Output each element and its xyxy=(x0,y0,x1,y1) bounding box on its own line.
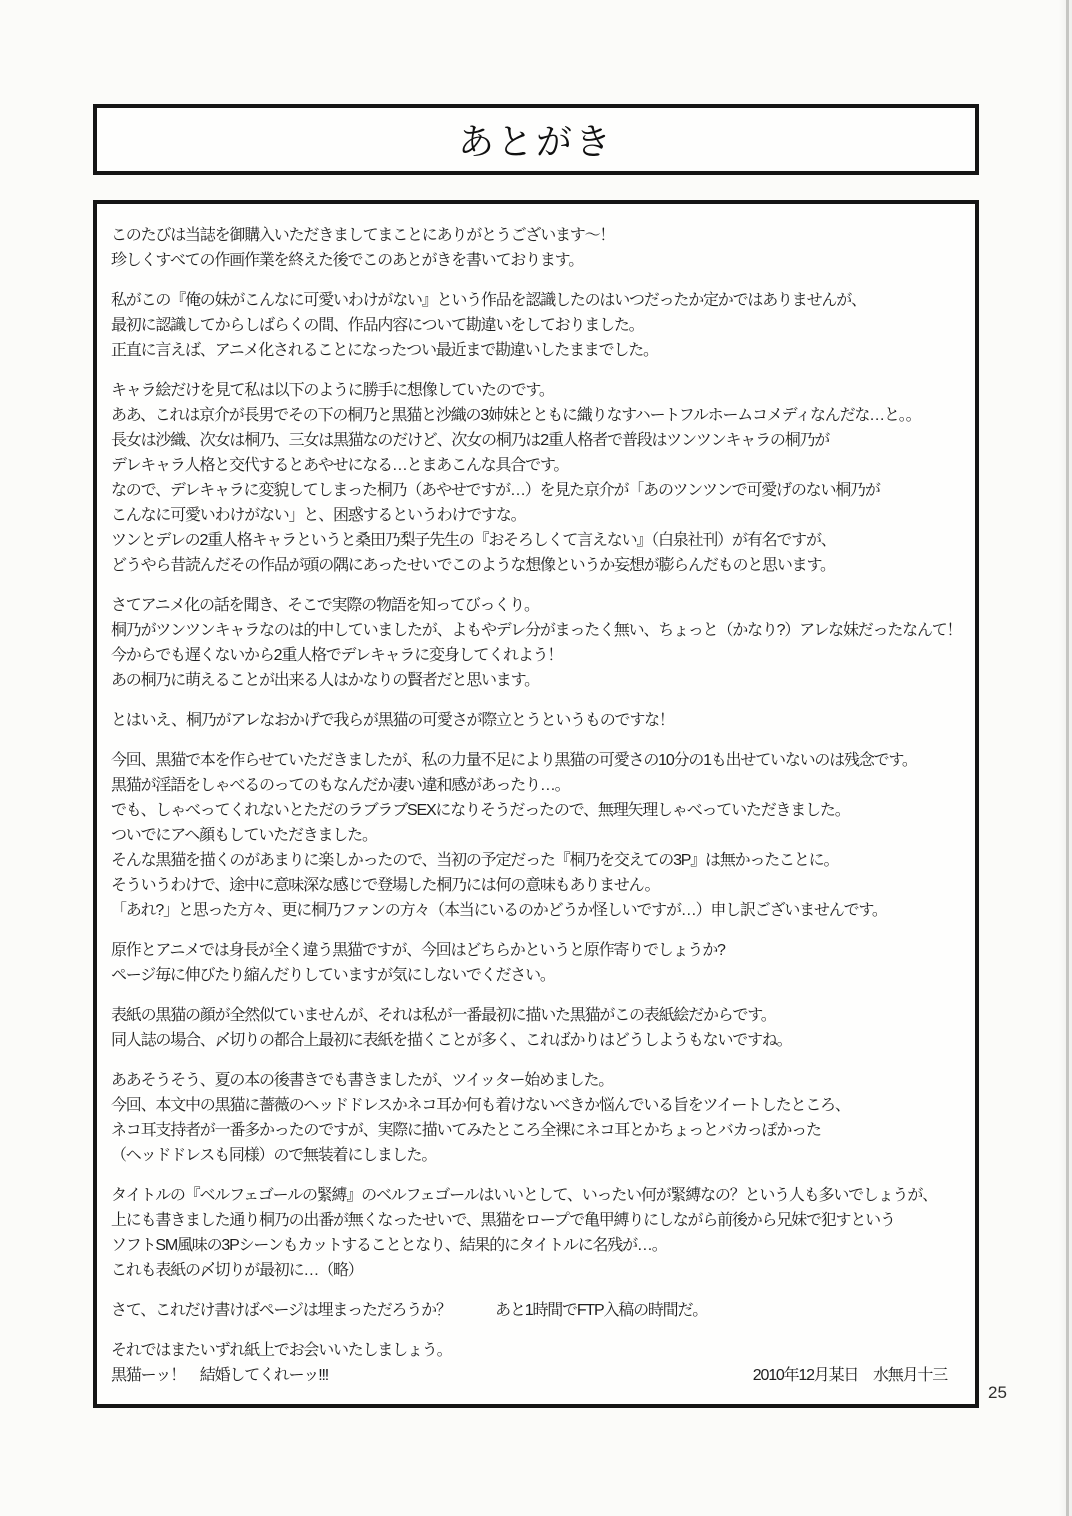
farewell-line: それではまたいずれ紙上でお会いいたしましょう。 xyxy=(111,1342,452,1359)
text-line: ページ毎に伸びたり縮んだりしていますが気にしないでください。 xyxy=(111,967,555,984)
text-line: ああ、これは京介が長男でその下の桐乃と黒猫と沙織の3姉妹とともに織りなすハートフルホームコメディなんだな…と。。 xyxy=(111,407,921,424)
text-line: 「あれ?」と思った方々、更に桐乃ファンの方々（本当にいるのかどうか怪しいですが…）申し訳ございませんです。 xyxy=(111,902,887,919)
text-line: 珍しくすべての作画作業を終えた後でこのあとがきを書いております。 xyxy=(111,252,584,269)
text-line: 黒猫が淫語をしゃべるのってのもなんだか凄い違和感があったり…。 xyxy=(111,777,570,794)
text-line: どうやら昔読んだその作品が頭の隅にあったせいでこのような想像というか妄想が膨らんだものと思います。 xyxy=(111,557,835,574)
text-line: デレキャラ人格と交代するとあやせになる…とまあこんな具合です。 xyxy=(111,457,569,474)
text-line: 原作とアニメでは身長が全く違う黒猫ですが、今回はどちらかというと原作寄りでしょうか? xyxy=(111,942,725,959)
text-line: このたびは当誌を御購入いただきましてまことにありがとうございます～！ xyxy=(111,227,615,244)
paragraph xyxy=(111,223,947,273)
paragraph xyxy=(111,593,962,693)
page-number: 25 xyxy=(988,1383,1007,1402)
text-line: ネコ耳支持者が一番多かったのですが、実際に描いてみたところ全裸にネコ耳とかちょっとバカっぽかった xyxy=(111,1122,821,1139)
paragraph xyxy=(111,288,947,363)
paragraph xyxy=(111,938,947,988)
text-line: ついでにアヘ顔もしていただきました。 xyxy=(111,827,377,844)
scan-edge-artifact xyxy=(1066,0,1069,1516)
text-line: でも、しゃべってくれないとただのラブラブSEXになりそうだったので、無理矢理しゃべっていただきました。 xyxy=(111,802,850,819)
text-line: とはいえ、桐乃がアレなおかげで我らが黒猫の可愛さが際立とうというものですな！ xyxy=(111,712,674,729)
date-signature: 2010年12月某日 水無月十三 xyxy=(752,1367,947,1384)
paragraph xyxy=(111,1003,947,1053)
afterword-body-box xyxy=(93,200,979,1408)
text-line: ツンとデレの2重人格キャラというと桑田乃梨子先生の『おそろしくて言えない』（白泉社刊）が有名ですが、 xyxy=(111,532,836,549)
text-line: 今回、本文中の黒猫に薔薇のヘッドドレスかネコ耳か何も着けないべきか悩んでいる旨をツイートしたところ、 xyxy=(111,1097,850,1114)
text-line: キャラ絵だけを見て私は以下のように勝手に想像していたのです。 xyxy=(111,382,554,399)
text-line: 私がこの『俺の妹がこんなに可愛いわけがない』という作品を認識したのはいつだったか定かではありませんが、 xyxy=(111,292,866,309)
text-line: さてアニメ化の話を聞き、そこで実際の物語を知ってびっくり。 xyxy=(111,597,539,614)
signature-exclamation: 黒猫ーッ！ 結婚してくれーッ!!! xyxy=(111,1367,328,1384)
text-line: そんな黒猫を描くのがあまりに楽しかったので、当初の予定だった『桐乃を交えての3P』は無かったことに。 xyxy=(111,852,839,869)
closing-block xyxy=(111,1338,947,1388)
text-line: 同人誌の場合、〆切りの都合上最初に表紙を描くことが多く、こればかりはどうしようもないですね。 xyxy=(111,1032,792,1049)
text-line: 上にも書きました通り桐乃の出番が無くなったせいで、黒猫をロープで亀甲縛りにしながら前後から兄妹で犯すという xyxy=(111,1212,895,1229)
paragraph xyxy=(111,1298,947,1323)
afterword-title-box xyxy=(93,104,979,175)
text-line: 最初に認識してからしばらくの間、作品内容について勘違いをしておりました。 xyxy=(111,317,644,334)
text-line: タイトルの『ベルフェゴールの緊縛』のベルフェゴールはいいとして、いったい何が緊縛なの？という人も多いでしょうが、 xyxy=(111,1187,937,1204)
afterword-text xyxy=(111,223,962,1323)
text-line: さて、これだけ書けばページは埋まっただろうか？ あと1時間でFTP入稿の時間だ。 xyxy=(111,1302,708,1319)
page-title: あとがき xyxy=(457,122,614,162)
text-line: 長女は沙織、次女は桐乃、三女は黒猫なのだけど、次女の桐乃は2重人格者で普段はツンツンキャラの桐乃が xyxy=(111,432,830,449)
signature-row xyxy=(111,1363,947,1388)
scan-edge-shade xyxy=(1058,0,1072,1516)
paragraph xyxy=(111,1183,947,1283)
paragraph xyxy=(111,378,947,578)
text-line: こんなに可愛いわけがない」と、困惑するというわけですな。 xyxy=(111,507,526,524)
text-line: 桐乃がツンツンキャラなのは的中していましたが、よもやデレ分がまったく無い、ちょっと（かなり?）アレな妹だったなんて！ xyxy=(111,622,962,639)
text-line: （ヘッドドレスも同様）ので無装着にしました。 xyxy=(111,1147,437,1164)
text-line: 表紙の黒猫の顔が全然似ていませんが、それは私が一番最初に描いた黒猫がこの表紙絵だからです。 xyxy=(111,1007,776,1024)
text-line: なので、デレキャラに変貌してしまった桐乃（あやせですが…）を見た京介が「あのツンツンで可愛げのない桐乃が xyxy=(111,482,880,499)
text-line: そういうわけで、途中に意味深な感じで登場した桐乃には何の意味もありません。 xyxy=(111,877,660,894)
text-line: ソフトSM風味の3Pシーンもカットすることとなり、結果的にタイトルに名残が…。 xyxy=(111,1237,667,1254)
paragraph xyxy=(111,708,947,733)
text-line: 今回、黒猫で本を作らせていただきましたが、私の力量不足により黒猫の可愛さの10分の1も出せていないのは残念です。 xyxy=(111,752,917,769)
paragraph xyxy=(111,748,947,923)
text-line: ああそうそう、夏の本の後書きでも書きましたが、ツイッター始めました。 xyxy=(111,1072,614,1089)
paragraph xyxy=(111,1068,947,1168)
text-line: あの桐乃に萌えることが出来る人はかなりの賢者だと思います。 xyxy=(111,672,539,689)
text-line: これも表紙の〆切りが最初に…（略） xyxy=(111,1262,363,1279)
text-line: 正直に言えば、アニメ化されることになったつい最近まで勘違いしたままでした。 xyxy=(111,342,658,359)
text-line: 今からでも遅くないから2重人格でデレキャラに変身してくれよう！ xyxy=(111,647,563,664)
